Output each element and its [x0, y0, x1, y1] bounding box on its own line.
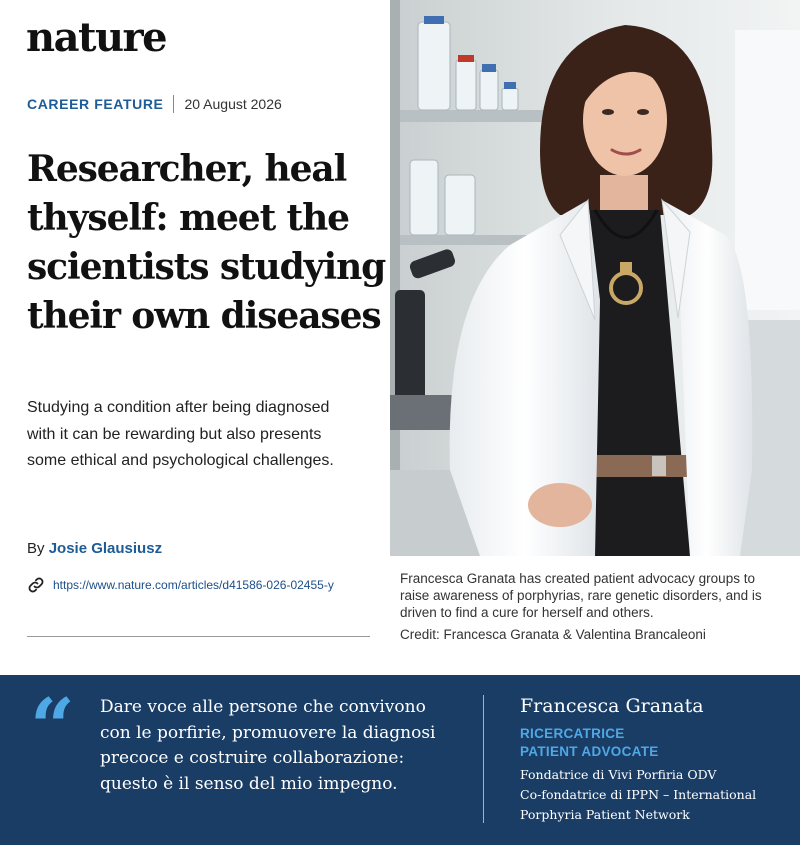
- byline: [27, 540, 162, 557]
- portrait-photo: [390, 0, 800, 556]
- article-standfirst: Studying a condition after being diagnosed with it can be rewarding but also presents some ethical and psychological challenges.: [27, 399, 334, 469]
- banner-divider: [483, 695, 484, 823]
- quote-mark-icon: “: [30, 682, 75, 773]
- nature-logo[interactable]: nature: [26, 14, 167, 61]
- article-url[interactable]: https://www.nature.com/articles/d41586-026-02455-y: [53, 578, 334, 592]
- section-divider: [27, 636, 370, 637]
- article-type-label[interactable]: CAREER FEATURE: [27, 96, 164, 112]
- quote-banner: [0, 675, 800, 845]
- byline-prefix: By: [27, 540, 45, 557]
- link-icon: [27, 576, 45, 594]
- photo-credit: Credit: Francesca Granata & Valentina Brancaleoni: [400, 627, 706, 642]
- quoted-person-roles: [520, 725, 659, 761]
- quoted-person-affiliations: [520, 765, 756, 825]
- affiliation-line: Fondatrice di Vivi Porfiria ODV: [520, 767, 717, 782]
- article-meta: [27, 95, 282, 113]
- article-headline: Researcher, heal thyself: meet the scientists studying their own diseases: [27, 148, 386, 337]
- photo-caption: [390, 556, 800, 675]
- caption-text: Francesca Granata has created patient advocacy groups to raise awareness of porphyrias, rare genetic disorders, and is driven to find a cure for herself and others.: [400, 571, 762, 620]
- affiliation-line: Co-fondatrice di IPPN – International: [520, 787, 757, 802]
- meta-divider: [173, 95, 174, 113]
- role-patient-advocate: PATIENT ADVOCATE: [520, 744, 659, 759]
- author-link[interactable]: Josie Glausiusz: [48, 540, 163, 557]
- publish-date: 20 August 2026: [184, 96, 282, 112]
- affiliation-line: Porphyria Patient Network: [520, 807, 690, 822]
- pull-quote: Dare voce alle persone che convivono con le porfirie, promuovere la diagnosi precoce e costruire collaborazione: questo è il senso del mio impegno.: [100, 697, 436, 794]
- quoted-person-name: Francesca Granata: [520, 695, 704, 717]
- role-researcher: RICERCATRICE: [520, 726, 625, 741]
- article-header: [0, 0, 390, 675]
- article-url-row[interactable]: [27, 576, 334, 594]
